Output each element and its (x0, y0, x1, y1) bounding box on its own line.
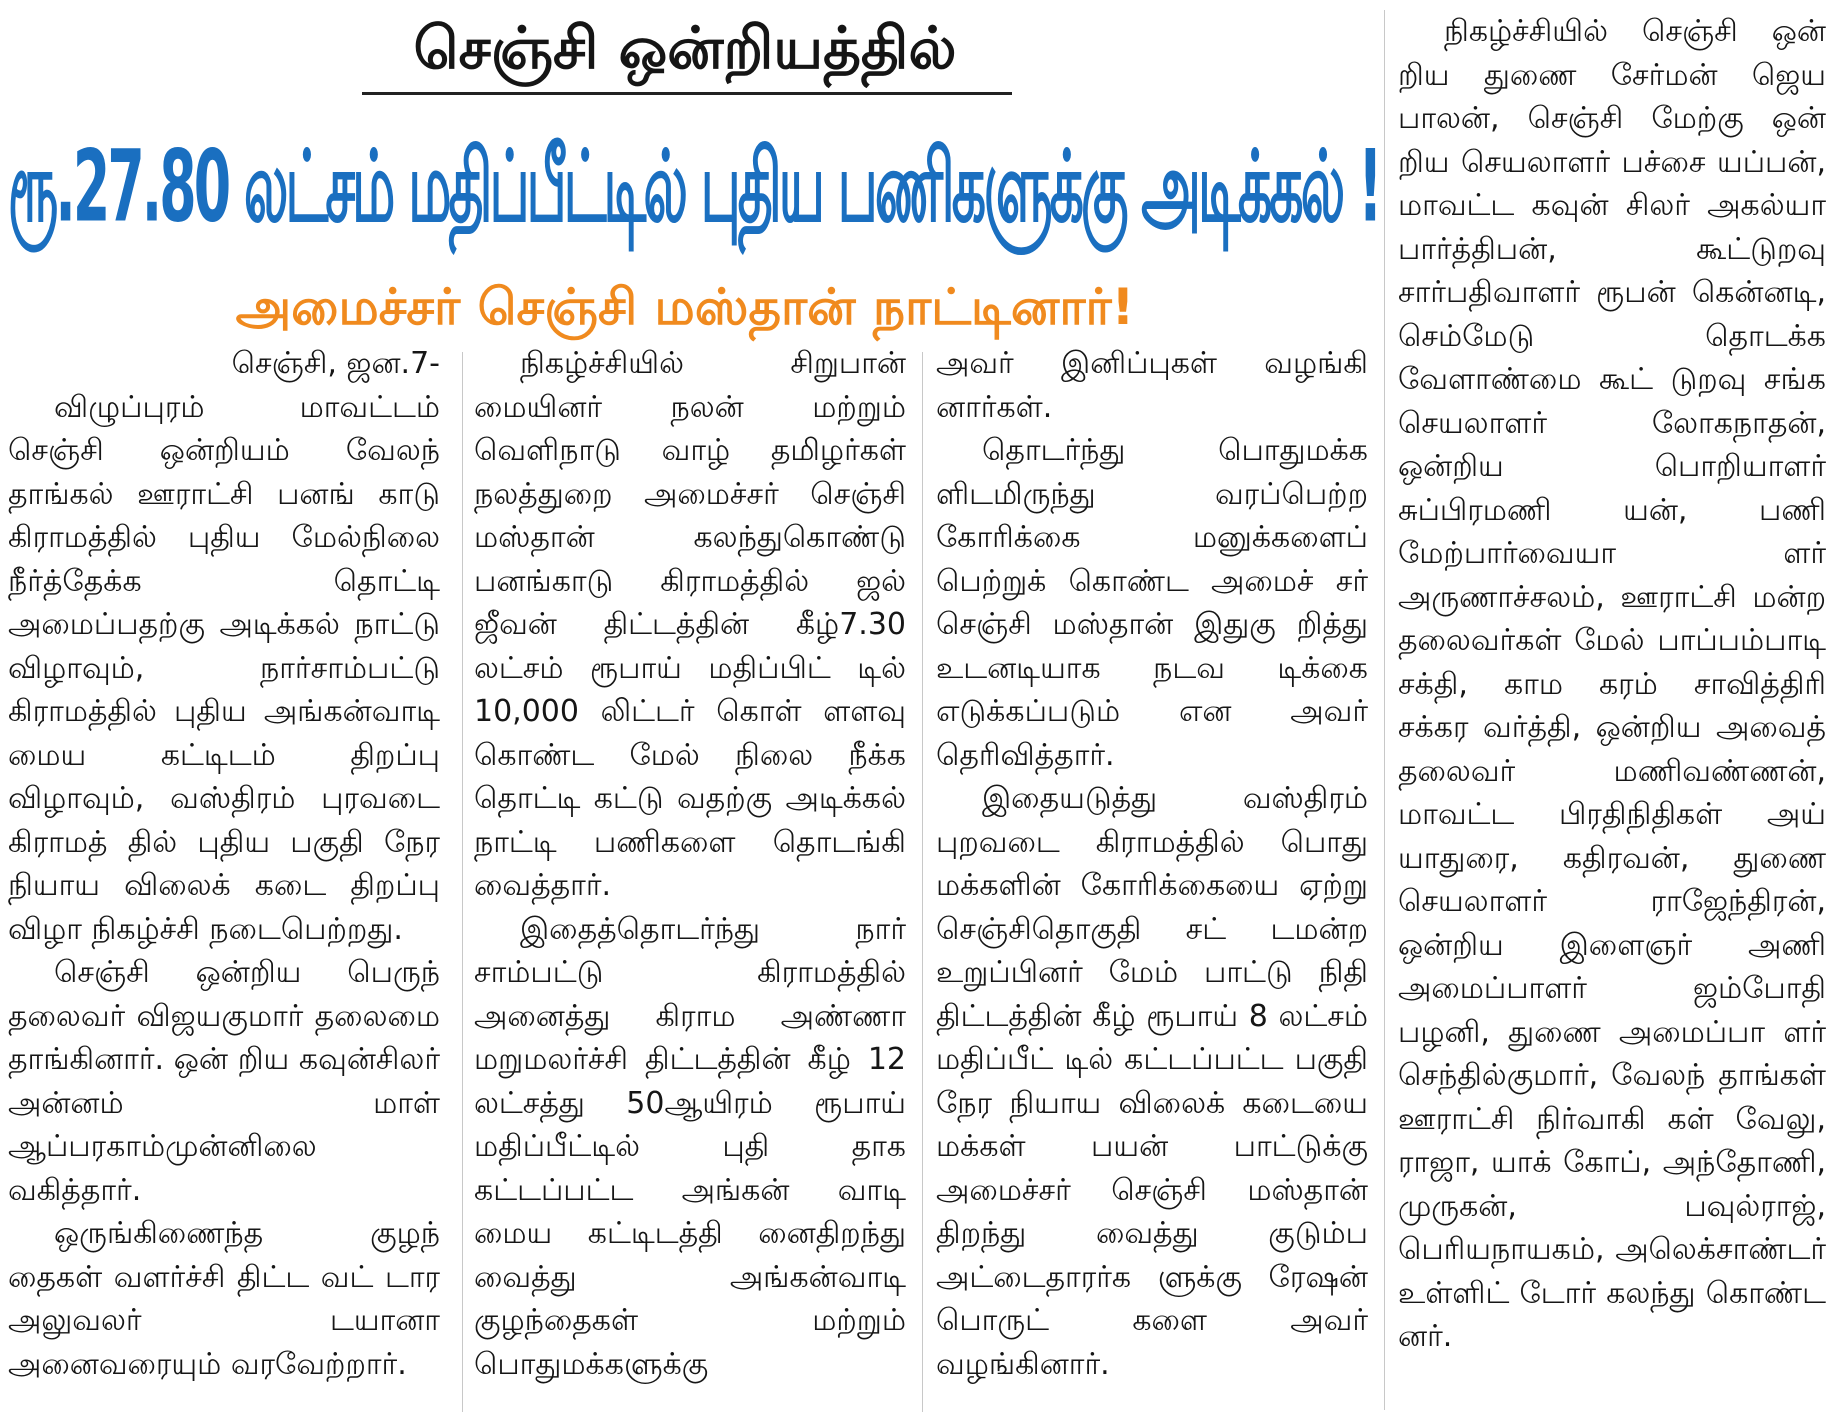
article-column-1 (8, 342, 440, 1386)
paragraph: இதைத்தொடர்ந்து நார் சாம்பட்டு கிராமத்தில் அனைத்து கிராம அண்ணா மறுமலர்ச்சி திட்டத்தின் கீழ் 12 லட்சத்து 50ஆயிரம் ரூபாய் மதிப்பீட்டில் புதி தாக கட்டப்பட்ட அங்கன் வாடி மைய கட்டிடத்தி னைதிறந்து வைத்து அங்கன்வாடி குழந்தைகள் மற்றும் பொதுமக்களுக்கு (474, 911, 906, 1382)
paragraph: ஒருங்கிணைந்த குழந் தைகள் வளர்ச்சி திட்ட வட் டார அலுவலர் டயானா அனைவரையும் வரவேற்றார். (8, 1216, 440, 1382)
paragraph: இதையடுத்து வஸ்திரம் புறவடை கிராமத்தில் பொது மக்களின் கோரிக்கையை ஏற்று செஞ்சிதொகுதி சட் டமன்ற உறுப்பினர் மேம் பாட்டு நிதி திட்டத்தின் கீழ் ரூபாய் 8 லட்சம் மதிப்பீட் டில் கட்டப்பட்ட பகுதி நேர நியாய விலைக் கடையை மக்கள் பயன் பாட்டுக்கு அமைச்சர் செஞ்சி மஸ்தான் திறந்து வைத்து குடும்ப அட்டைதாரர்க ளுக்கு ரேஷன் பொருட் களை அவர் வழங்கினார். (936, 781, 1368, 1382)
article-column-3 (936, 342, 1368, 1386)
paragraph: விழுப்புரம் மாவட்டம் செஞ்சி ஒன்றியம் வேலந் தாங்கல் ஊராட்சி பனங் காடு கிராமத்தில் புதிய மேல்நிலை நீர்த்தேக்க தொட்டி அமைப்பதற்கு அடிக்கல் நாட்டு விழாவும், நார்சாம்பட்டு கிராமத்தில் புதிய அங்கன்வாடி மைய கட்டிடம் திறப்பு விழாவும், வஸ்திரம் புரவடை கிராமத் தில் புதிய பகுதி நேர நியாய விலைக் கடை திறப்பு விழா நிகழ்ச்சி நடைபெற்றது. (8, 389, 440, 947)
dateline: செஞ்சி, ஜன.7- (231, 346, 440, 381)
paragraph: செஞ்சி ஒன்றிய பெருந் தலைவர் விஜயகுமார் தலைமை தாங்கினார். ஒன் றிய கவுன்சிலர் அன்னம் மாள் ஆப்பரகாம்முன்னிலை வகித்தார். (8, 955, 440, 1208)
headline: ரூ.27.80 லட்சம் மதிப்பீட்டில் புதிய பணிகளுக்கு அடிக்கல் ! (8, 129, 1380, 245)
paragraph: நிகழ்ச்சியில் சிறுபான் மையினர் நலன் மற்றும் வெளிநாடு வாழ் தமிழர்கள் நலத்துறை அமைச்சர் செஞ்சி மஸ்தான் கலந்துகொண்டு பனங்காடு கிராமத்தில் ஜல் ஜீவன் திட்டத்தின் கீழ்7.30 லட்சம் ரூபாய் மதிப்பிட் டில் 10,000 லிட்டர் கொள் ளளவு கொண்ட மேல் நிலை நீக்க தொட்டி கட்டு வதற்கு அடிக்கல் நாட்டி பணிகளை தொடங்கி வைத்தார். (474, 346, 906, 903)
column-divider (462, 352, 463, 1412)
column-divider (1384, 10, 1385, 1410)
paragraph: நிகழ்ச்சியில் செஞ்சி ஒன் றிய துணை சேர்மன் ஜெய பாலன், செஞ்சி மேற்கு ஒன் றிய செயலாளர் பச்சை யப்பன், மாவட்ட கவுன் சிலர் அகல்யா பார்த்திபன், கூட்டுறவு சார்பதிவாளர் ரூபன் கென்னடி, செம்மேடு தொடக்க வேளாண்மை கூட் டுறவு சங்க செயலாளர் லோகநாதன், ஒன்றிய பொறியாளர் சுப்பிரமணி யன், பணி மேற்பார்வையா ளர் அருணாச்சலம், ஊராட்சி மன்ற தலைவர்கள் மேல் பாப்பம்பாடி சக்தி, காம கரம் சாவித்திரி சக்கர வர்த்தி, ஒன்றிய அவைத் தலைவர் மணிவண்ணன், மாவட்ட பிரதிநிதிகள் அய் யாதுரை, கதிரவன், துணை செயலாளர் ராஜேந்திரன், ஒன்றிய இளைஞர் அணி அமைப்பாளர் ஜம்போதி பழனி, துணை அமைப்பா ளர் செந்தில்குமார், வேலந் தாங்கள் ஊராட்சி நிர்வாகி கள் வேலு, ராஜா, யாக் கோப், அந்தோணி, முருகன், பவுல்ராஜ், பெரியநாயகம், அலெக்சாண்டர் உள்ளிட் டோர் கலந்து கொண்ட னர். (1398, 14, 1826, 1354)
kicker-title: செஞ்சி ஒன்றியத்தில் (413, 14, 957, 82)
subheadline: அமைச்சர் செஞ்சி மஸ்தான் நாட்டினார்! (235, 278, 1135, 336)
paragraph: தொடர்ந்து பொதுமக்க ளிடமிருந்து வரப்பெற்ற கோரிக்கை மனுக்களைப் பெற்றுக் கொண்ட அமைச் சர் செஞ்சி மஸ்தான் இதுகு றித்து உடனடியாக நடவ டிக்கை எடுக்கப்படும் என அவர் தெரிவித்தார். (936, 433, 1368, 773)
article-column-4 (1398, 10, 1826, 1359)
article-column-2 (474, 342, 906, 1386)
paragraph: அவர் இனிப்புகள் வழங்கி னார்கள். (936, 346, 1368, 425)
column-divider (922, 352, 923, 1412)
